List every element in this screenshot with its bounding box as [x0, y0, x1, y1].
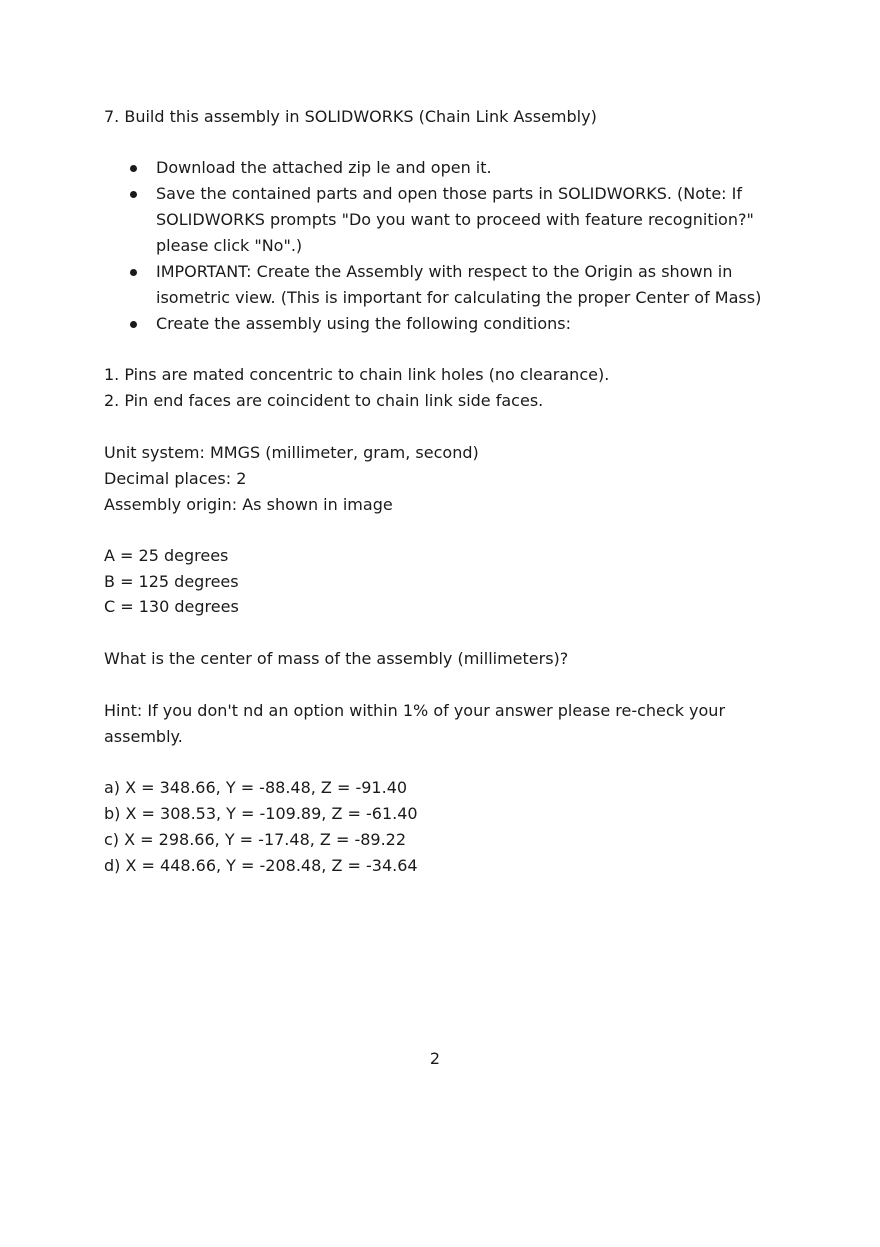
hint-line-2: assembly. [104, 727, 183, 746]
option-b: b) X = 308.53, Y = -109.89, Z = -61.40 [104, 804, 418, 823]
hint-line-1: Hint: If you don't nd an option within 1% of your answer please re-check your [104, 701, 726, 720]
instruction-list [104, 155, 784, 337]
list-item [104, 259, 784, 311]
list-item [104, 311, 784, 337]
assembly-origin: Assembly origin: As shown in image [104, 495, 393, 514]
list-item-text: Save the contained parts and open those parts in SOLIDWORKS. (Note: If SOLIDWORKS prompts "Do you want to proceed with feature recognition?" please click "No".) [156, 184, 754, 255]
unit-system: Unit system: MMGS (millimeter, gram, second) [104, 443, 479, 462]
option-c: c) X = 298.66, Y = -17.48, Z = -89.22 [104, 830, 407, 849]
bullet-icon [130, 321, 137, 328]
condition-1: 1. Pins are mated concentric to chain link holes (no clearance). [104, 365, 610, 384]
list-item-text: Download the attached zip le and open it. [156, 158, 492, 177]
angle-a: A = 25 degrees [104, 546, 229, 565]
question-heading: 7. Build this assembly in SOLIDWORKS (Chain Link Assembly) [104, 107, 597, 126]
list-item-text: Create the assembly using the following conditions: [156, 314, 572, 333]
angle-b: B = 125 degrees [104, 572, 239, 591]
angle-c: C = 130 degrees [104, 597, 239, 616]
list-item-text: IMPORTANT: Create the Assembly with respect to the Origin as shown in isometric view. (This is important for calculating the proper Center of Mass) [156, 262, 762, 307]
list-item [104, 181, 784, 259]
condition-2: 2. Pin end faces are coincident to chain link side faces. [104, 391, 544, 410]
list-item [104, 155, 784, 181]
option-d: d) X = 448.66, Y = -208.48, Z = -34.64 [104, 856, 418, 875]
decimal-places: Decimal places: 2 [104, 469, 247, 488]
question-text: What is the center of mass of the assembly (millimeters)? [104, 649, 569, 668]
bullet-icon [130, 165, 137, 172]
bullet-icon [130, 269, 137, 276]
bullet-icon [130, 191, 137, 198]
page-number: 2 [429, 1049, 441, 1068]
option-a: a) X = 348.66, Y = -88.48, Z = -91.40 [104, 778, 408, 797]
